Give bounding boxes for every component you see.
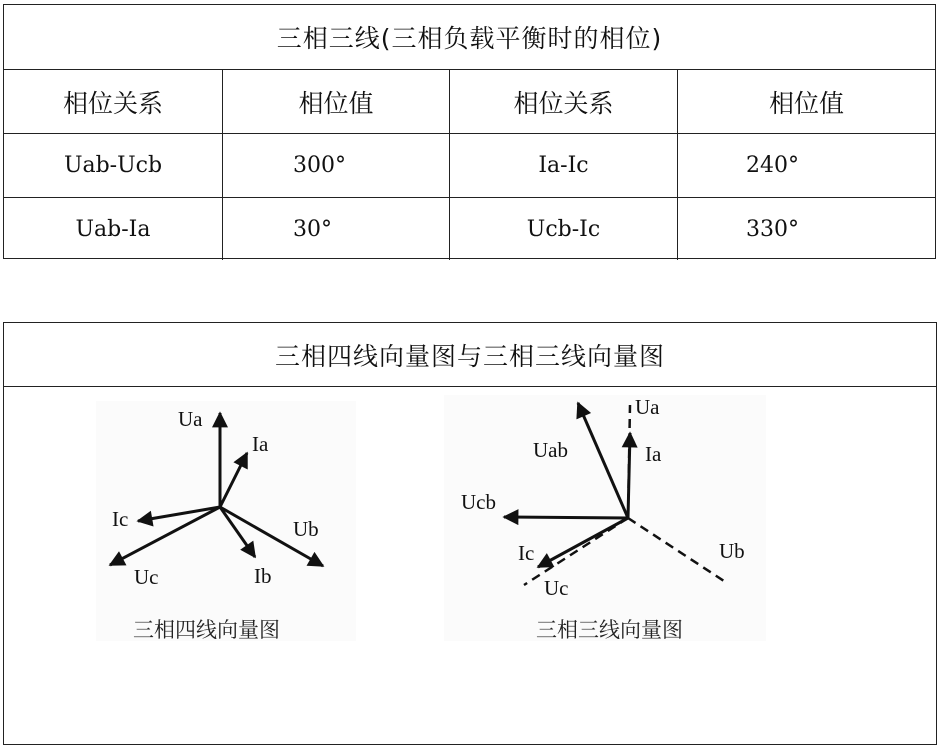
label-ic: Ic: [518, 541, 535, 565]
vector-diagram-panel: [3, 322, 937, 745]
cell-relation: Uab-Ia: [75, 216, 151, 242]
label-ua: Ua: [178, 407, 203, 431]
header-phase-value-2: 相位值: [677, 70, 935, 133]
label-uc: Uc: [134, 565, 159, 589]
label-uab: Uab: [533, 438, 568, 462]
table-header-row: [4, 70, 935, 134]
label-ia: Ia: [645, 442, 662, 466]
vector-ib: [220, 507, 255, 557]
panel-title: 三相四线向量图与三相三线向量图: [4, 323, 936, 387]
four-wire-vector-diagram: [96, 401, 356, 641]
cell-value: 30°: [222, 198, 449, 260]
label-ua: Ua: [635, 395, 660, 419]
table-row: [4, 134, 935, 198]
cell-value: 240°: [677, 134, 935, 197]
table-title: 三相三线(三相负载平衡时的相位): [276, 24, 663, 53]
three-wire-vector-diagram: [444, 395, 766, 641]
cell-relation: Ia-Ic: [449, 134, 677, 197]
vector-uab: [578, 403, 628, 518]
header-phase-relation-1: 相位关系: [62, 88, 163, 118]
label-uc: Uc: [544, 576, 569, 600]
vector-ia: [628, 433, 630, 518]
vector-ic: [538, 518, 628, 567]
table-title-row: [4, 5, 935, 70]
vector-ucb: [504, 517, 628, 518]
header-phase-value-1: 相位值: [222, 70, 449, 133]
label-ub: Ub: [293, 517, 319, 541]
dashed-ub: [628, 518, 727, 583]
three-wire-caption: 三相三线向量图: [536, 618, 683, 642]
vector-ia: [220, 453, 247, 507]
four-wire-caption: 三相四线向量图: [133, 618, 280, 642]
label-ub: Ub: [719, 539, 745, 563]
three-wire-vector-svg: [444, 395, 766, 641]
label-ucb: Ucb: [461, 490, 496, 514]
cell-relation: Uab-Ucb: [63, 153, 163, 178]
cell-relation: Ucb-Ic: [449, 198, 677, 260]
label-ib: Ib: [254, 564, 272, 588]
label-ia: Ia: [252, 432, 269, 456]
table-row: [4, 198, 935, 260]
phase-table: [3, 4, 936, 259]
cell-value: 330°: [677, 198, 935, 260]
header-phase-relation-2: 相位关系: [449, 70, 677, 133]
label-ic: Ic: [112, 507, 129, 531]
four-wire-vector-svg: [96, 401, 356, 641]
cell-value: 300°: [222, 134, 449, 197]
